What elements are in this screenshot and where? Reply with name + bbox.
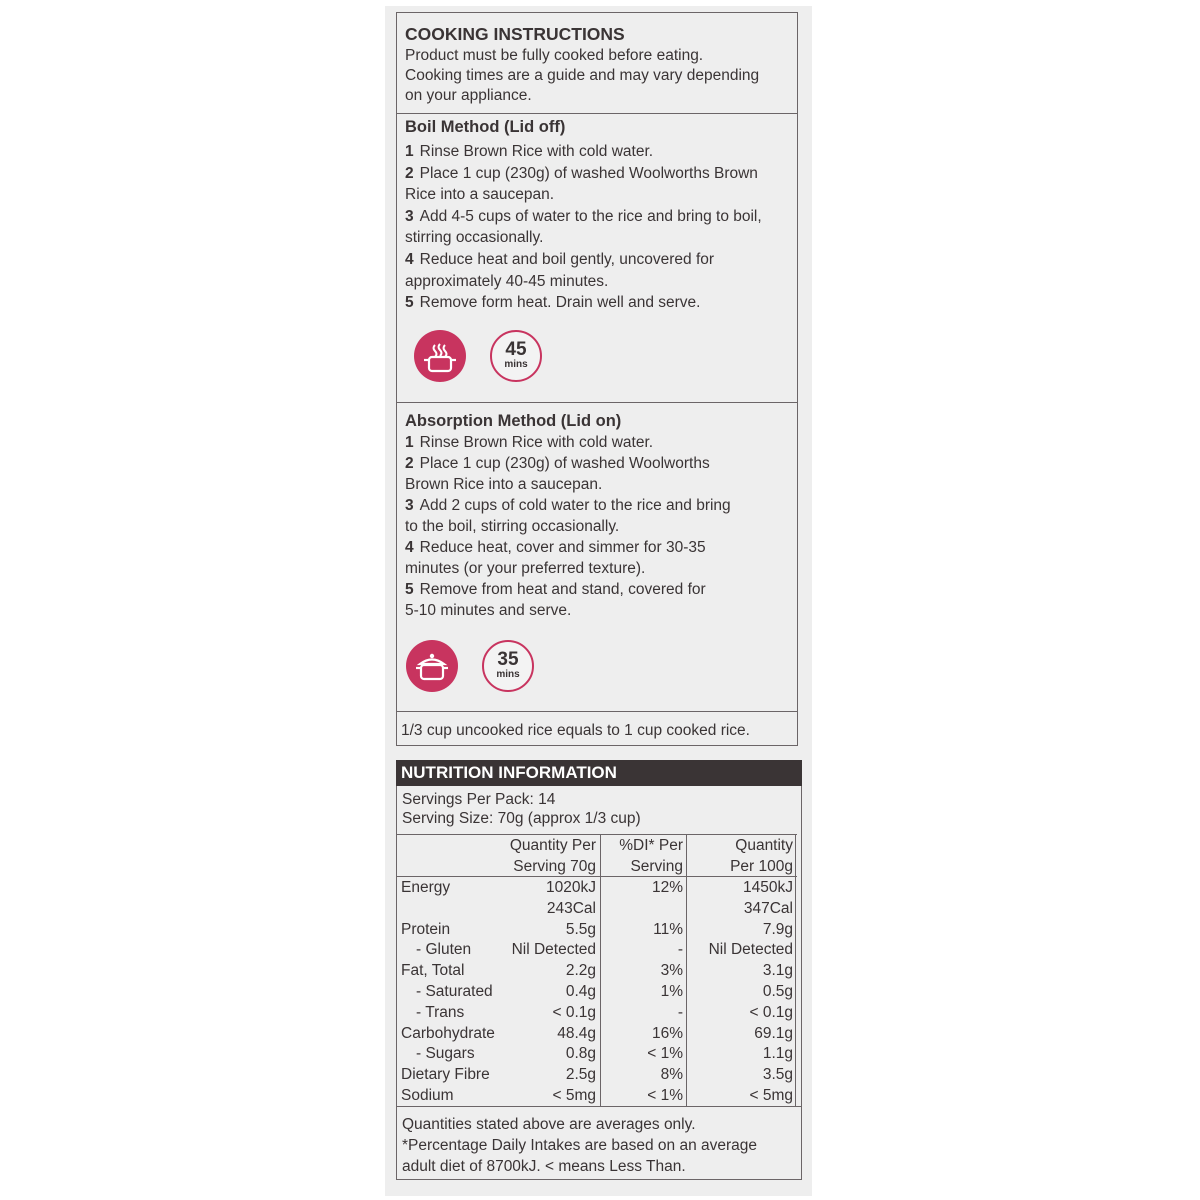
daily-intake-value: < 1%: [647, 1087, 683, 1104]
step-text: Place 1 cup (230g) of washed Woolworths: [419, 455, 710, 472]
step-text: minutes (or your preferred texture).: [405, 560, 646, 577]
step-text: Remove form heat. Drain well and serve.: [419, 294, 701, 312]
step-text: Brown Rice into a saucepan.: [405, 476, 603, 493]
step-text: Reduce heat, cover and simmer for 30-35: [419, 539, 706, 556]
nutrient-label: Energy: [401, 879, 451, 896]
per-100g-value: Nil Detected: [708, 941, 793, 959]
per-serving-value: 1020kJ: [546, 879, 596, 896]
step-text: Rice into a saucepan.: [405, 186, 555, 204]
per-serving-value: Nil Detected: [511, 941, 596, 959]
step-text: Reduce heat and boil gently, uncovered for: [419, 251, 715, 268]
servings-per-pack: Servings Per Pack: 14: [402, 791, 556, 808]
section-divider: [396, 402, 798, 403]
nutrition-footer-line: *Percentage Daily Intakes are based on an average: [402, 1137, 758, 1154]
step-number: 4: [405, 539, 414, 556]
section-divider: [396, 711, 798, 712]
nutrient-label: Dietary Fibre: [401, 1066, 490, 1084]
per-serving-value: 2.5g: [565, 1066, 596, 1084]
header-di: [593, 835, 683, 877]
header-di-line2: Serving: [630, 858, 683, 875]
step-text: to the boil, stirring occasionally.: [405, 518, 620, 535]
per-100g-value: 347Cal: [743, 899, 793, 917]
cooking-intro-line: Product must be fully cooked before eating.: [405, 47, 704, 64]
cooking-intro-line: Cooking times are a guide and may vary depending: [405, 67, 760, 84]
boil-time-value: 45: [505, 339, 527, 360]
nutrient-label: - Gluten: [416, 941, 472, 959]
step-text: stirring occasionally.: [405, 229, 544, 247]
absorption-time-value: 35: [497, 649, 519, 670]
step-text: Place 1 cup (230g) of washed Woolworths Brown: [419, 164, 758, 182]
per-100g-value: 1.1g: [762, 1045, 793, 1063]
cooking-instructions-title: COOKING INSTRUCTIONS: [405, 24, 625, 44]
daily-intake-value: 11%: [653, 920, 683, 938]
method-step-line: [405, 474, 602, 495]
method-step-line: [405, 163, 758, 184]
method-step-line: [405, 453, 710, 474]
per-100g-value: 3.5g: [762, 1066, 793, 1084]
nutrition-footer-line: adult diet of 8700kJ. < means Less Than.: [402, 1158, 686, 1175]
method-step-line: [405, 537, 706, 558]
nutrition-title: NUTRITION INFORMATION: [401, 763, 617, 782]
method-step-line: [405, 558, 645, 579]
step-number: 1: [405, 434, 414, 451]
header-per100: [693, 835, 793, 877]
per-serving-value: < 0.1g: [552, 1003, 596, 1021]
boil-time-unit: mins: [504, 359, 528, 370]
nutrient-label: Carbohydrate: [401, 1024, 495, 1042]
nutrient-label: - Trans: [416, 1003, 465, 1021]
header-serving: [446, 835, 596, 877]
method-step-line: [405, 495, 731, 516]
step-number: 5: [405, 581, 414, 598]
boil-time-badge: [490, 330, 542, 382]
nutrient-label: Protein: [401, 920, 451, 938]
absorption-time-unit: mins: [496, 669, 520, 680]
per-serving-value: < 5mg: [552, 1087, 596, 1104]
per-serving-value: 5.5g: [565, 920, 596, 938]
step-text: Remove from heat and stand, covered for: [419, 581, 706, 598]
header-di-line1: %DI* Per: [619, 837, 683, 854]
nutrient-label: - Saturated: [416, 983, 493, 1000]
method-step-line: [405, 292, 700, 313]
daily-intake-value: 1%: [660, 983, 683, 1000]
step-text: Rinse Brown Rice with cold water.: [419, 434, 654, 451]
step-number: 3: [405, 207, 414, 225]
table-column-divider: [795, 834, 796, 1106]
step-number: 2: [405, 164, 414, 182]
daily-intake-value: 8%: [660, 1066, 683, 1084]
nutrition-footer-line: Quantities stated above are averages only.: [402, 1116, 696, 1133]
nutrition-table: [397, 834, 801, 1106]
per-serving-value: 0.4g: [565, 983, 596, 1000]
per-serving-value: 2.2g: [565, 962, 596, 980]
step-text: 5-10 minutes and serve.: [405, 602, 572, 619]
nutrient-label: - Sugars: [416, 1045, 475, 1063]
header-per100-line1: Quantity: [735, 837, 793, 854]
step-number: 4: [405, 251, 414, 268]
boil-method-title: Boil Method (Lid off): [405, 118, 566, 136]
nutrient-label: Sodium: [401, 1087, 454, 1104]
step-text: Add 2 cups of cold water to the rice and bring: [419, 497, 731, 514]
cooking-intro-line: on your appliance.: [405, 87, 532, 104]
method-step-line: [405, 249, 714, 270]
absorption-method-title: Absorption Method (Lid on): [405, 412, 622, 430]
daily-intake-value: 16%: [651, 1024, 683, 1042]
method-step-line: [405, 271, 608, 292]
per-serving-value: 48.4g: [557, 1024, 596, 1042]
daily-intake-value: 3%: [660, 962, 683, 980]
step-text: Add 4-5 cups of water to the rice and bring to boil,: [419, 207, 762, 225]
daily-intake-value: -: [677, 941, 683, 959]
method-step-line: [405, 516, 619, 537]
per-100g-value: 1450kJ: [743, 879, 793, 896]
step-text: approximately 40-45 minutes.: [405, 272, 609, 290]
steaming-pot-icon: [414, 330, 466, 382]
header-serving-line1: Quantity Per: [509, 837, 596, 854]
per-100g-value: 3.1g: [762, 962, 793, 980]
step-number: 1: [405, 143, 414, 160]
per-100g-value: < 0.1g: [749, 1003, 793, 1021]
method-step-line: [405, 600, 571, 621]
nutrient-label: Fat, Total: [401, 962, 465, 980]
header-per100-line2: Per 100g: [730, 858, 793, 875]
daily-intake-value: -: [677, 1003, 683, 1021]
per-100g-value: 0.5g: [762, 983, 793, 1000]
per-100g-value: < 5mg: [749, 1087, 793, 1104]
method-step-line: [405, 432, 653, 453]
step-number: 2: [405, 455, 414, 472]
nutrition-title-bar: [396, 760, 802, 786]
serving-size: Serving Size: 70g (approx 1/3 cup): [402, 810, 641, 827]
method-step-line: [405, 227, 543, 248]
covered-pot-icon: [406, 640, 458, 692]
daily-intake-value: < 1%: [647, 1045, 683, 1063]
method-step-line: [405, 141, 653, 162]
per-serving-value: 0.8g: [565, 1045, 596, 1063]
header-serving-line2: Serving 70g: [513, 858, 596, 875]
section-divider: [396, 113, 798, 114]
method-step-line: [405, 206, 762, 227]
rice-conversion-note: 1/3 cup uncooked rice equals to 1 cup cooked rice.: [401, 722, 750, 739]
step-number: 5: [405, 294, 414, 312]
per-serving-value: 243Cal: [546, 899, 596, 917]
table-bottom-border: [397, 1106, 801, 1107]
step-number: 3: [405, 497, 414, 514]
method-step-line: [405, 579, 706, 600]
absorption-time-badge: [482, 640, 534, 692]
per-100g-value: 69.1g: [754, 1024, 793, 1042]
per-100g-value: 7.9g: [762, 920, 793, 938]
daily-intake-value: 12%: [651, 879, 683, 896]
method-step-line: [405, 184, 554, 205]
step-text: Rinse Brown Rice with cold water.: [419, 143, 654, 160]
